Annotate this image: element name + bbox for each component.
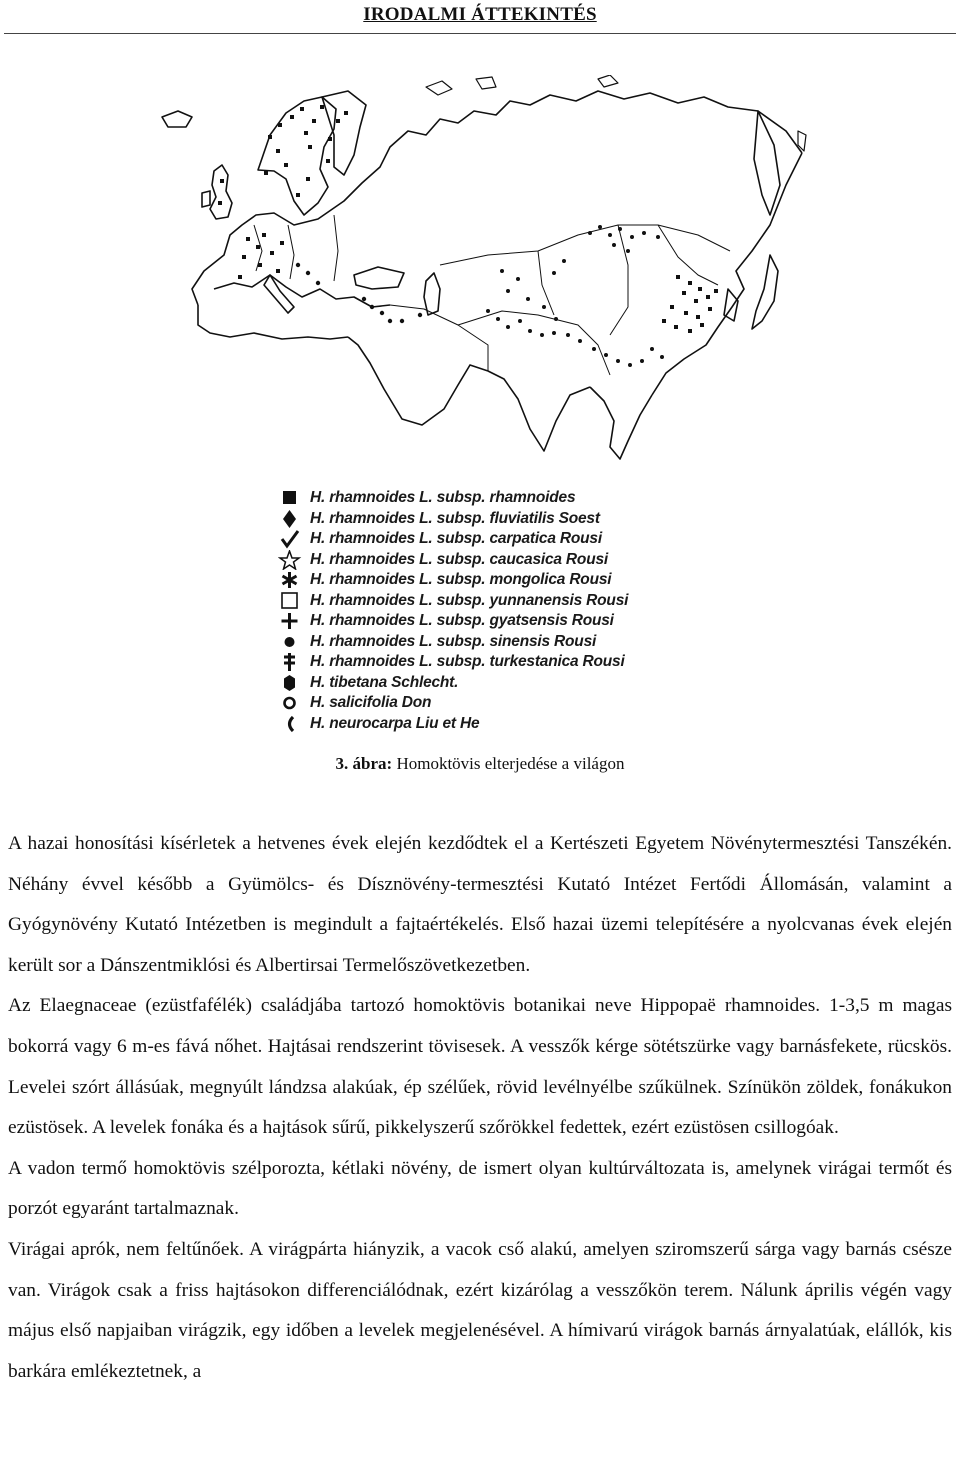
legend-label: H. rhamnoides L. subsp. fluviatilis Soest bbox=[310, 509, 600, 527]
legend-item bbox=[278, 693, 698, 713]
legend-label: H. rhamnoides L. subsp. caucasica Rousi bbox=[310, 550, 608, 568]
figure-caption-text: Homoktövis elterjedése a világon bbox=[392, 754, 625, 773]
legend-label: H. rhamnoides L. subsp. carpatica Rousi bbox=[310, 530, 602, 547]
filled-square-icon bbox=[278, 488, 302, 508]
legend-item bbox=[278, 529, 698, 549]
legend-item bbox=[278, 591, 698, 611]
legend-label: H. rhamnoides L. subsp. turkestanica Rousi bbox=[310, 653, 625, 670]
legend-label: H. rhamnoides L. subsp. gyatsensis Rousi bbox=[310, 612, 614, 629]
figure-caption bbox=[0, 754, 960, 774]
legend-item bbox=[278, 632, 698, 652]
bracket-icon bbox=[278, 714, 302, 734]
filled-circle-icon bbox=[278, 632, 302, 652]
distribution-map bbox=[158, 75, 808, 465]
paragraph: Virágai aprók, nem feltűnőek. A virágpárta hiányzik, a vacok cső alakú, amelyen sziromszerű sárga vagy barnás csésze van. Virágok csak a friss hajtásokon differenciálódnak, ezért kizárólag a vesszőkön terem. Nálunk április végén vagy május első napjaiban virágzik, egy időben a levelek megjelenésével. A hímivarú virágok barnás árnyalatúak, elállók, kis barkára emlékeztetnek, a bbox=[8, 1238, 952, 1382]
page-header-title: IRODALMI ÁTTEKINTÉS bbox=[363, 4, 597, 25]
figure-caption-number: 3. ábra: bbox=[335, 754, 393, 773]
page-header bbox=[0, 0, 960, 34]
asterisk-icon bbox=[278, 570, 302, 590]
filled-hexagon-icon bbox=[278, 673, 302, 693]
legend-item bbox=[278, 488, 698, 508]
checkmark-icon bbox=[278, 529, 302, 549]
paragraph: A hazai honosítási kísérletek a hetvenes évek elején kezdődtek el a Kertészeti Egyetem Növénytermesztési Tanszékén. Néhány évvel később a Gyümölcs- és Dísznövény-termesztési Kutató Intézet Fertődi Állomásán, valamint a Gyógynövény Kutató Intézetben is megindult a fajtaértékelés. Első hazai üzemi telepítésére a nyolcvanas évek elején került sor a Dánszentmiklósi és Albertirsai Termelőszövetkezetben. bbox=[8, 833, 952, 976]
legend-label: H. tibetana Schlecht. bbox=[310, 673, 459, 691]
occurrence-markers bbox=[218, 105, 718, 367]
legend-label: H. rhamnoides L. subsp. sinensis Rousi bbox=[310, 632, 597, 650]
header-divider bbox=[4, 33, 956, 34]
legend-label: H. rhamnoides L. subsp. mongolica Rousi bbox=[310, 571, 612, 588]
legend-item bbox=[278, 652, 698, 672]
legend-item bbox=[278, 570, 698, 590]
legend-item bbox=[278, 611, 698, 631]
legend-label: H. rhamnoides L. subsp. rhamnoides bbox=[310, 489, 576, 506]
hollow-star-icon bbox=[278, 550, 302, 570]
plus-icon bbox=[278, 611, 302, 631]
paragraph: Az Elaegnaceae (ezüstfafélék) családjába tartozó homoktövis botanikai neve Hippopaë rhamnoides. 1-3,5 m magas bokorrá vagy 6 m-es fává nőhet. Hajtásai rendszerint tövisesek. A vesszők kérge sötétszürke vagy barnásfekete, rücskös. Levelei szórt állásúak, megnyúlt lándzsa alakúak, ép szélűek, rövid levélnyélbe szűkülnek. Színükön zöldek, fonákukon ezüstösek. A levelek fonáka és a hajtások sűrű, pikkelyszerű szőrökkel fedettek, ezért ezüstösen csillogóak. bbox=[8, 995, 952, 1139]
legend-label: H. rhamnoides L. subsp. yunnanensis Rousi bbox=[310, 591, 629, 609]
map-legend bbox=[278, 488, 698, 736]
legend-item bbox=[278, 509, 698, 529]
double-cross-icon bbox=[278, 652, 302, 672]
filled-diamond-icon bbox=[278, 509, 302, 529]
hollow-circle-icon bbox=[278, 693, 302, 713]
hollow-square-icon bbox=[278, 591, 302, 611]
legend-item bbox=[278, 714, 698, 734]
legend-item bbox=[278, 550, 698, 570]
legend-label: H. neurocarpa Liu et He bbox=[310, 714, 480, 732]
legend-item bbox=[278, 673, 698, 693]
legend-label: H. salicifolia Don bbox=[310, 694, 432, 711]
paragraph: A vadon termő homoktövis szélporozta, kétlaki növény, de ismert olyan kultúrváltozata is, amelynek virágai termőt és porzót egyaránt tartalmaznak. bbox=[8, 1157, 952, 1220]
body-text bbox=[8, 824, 952, 1392]
